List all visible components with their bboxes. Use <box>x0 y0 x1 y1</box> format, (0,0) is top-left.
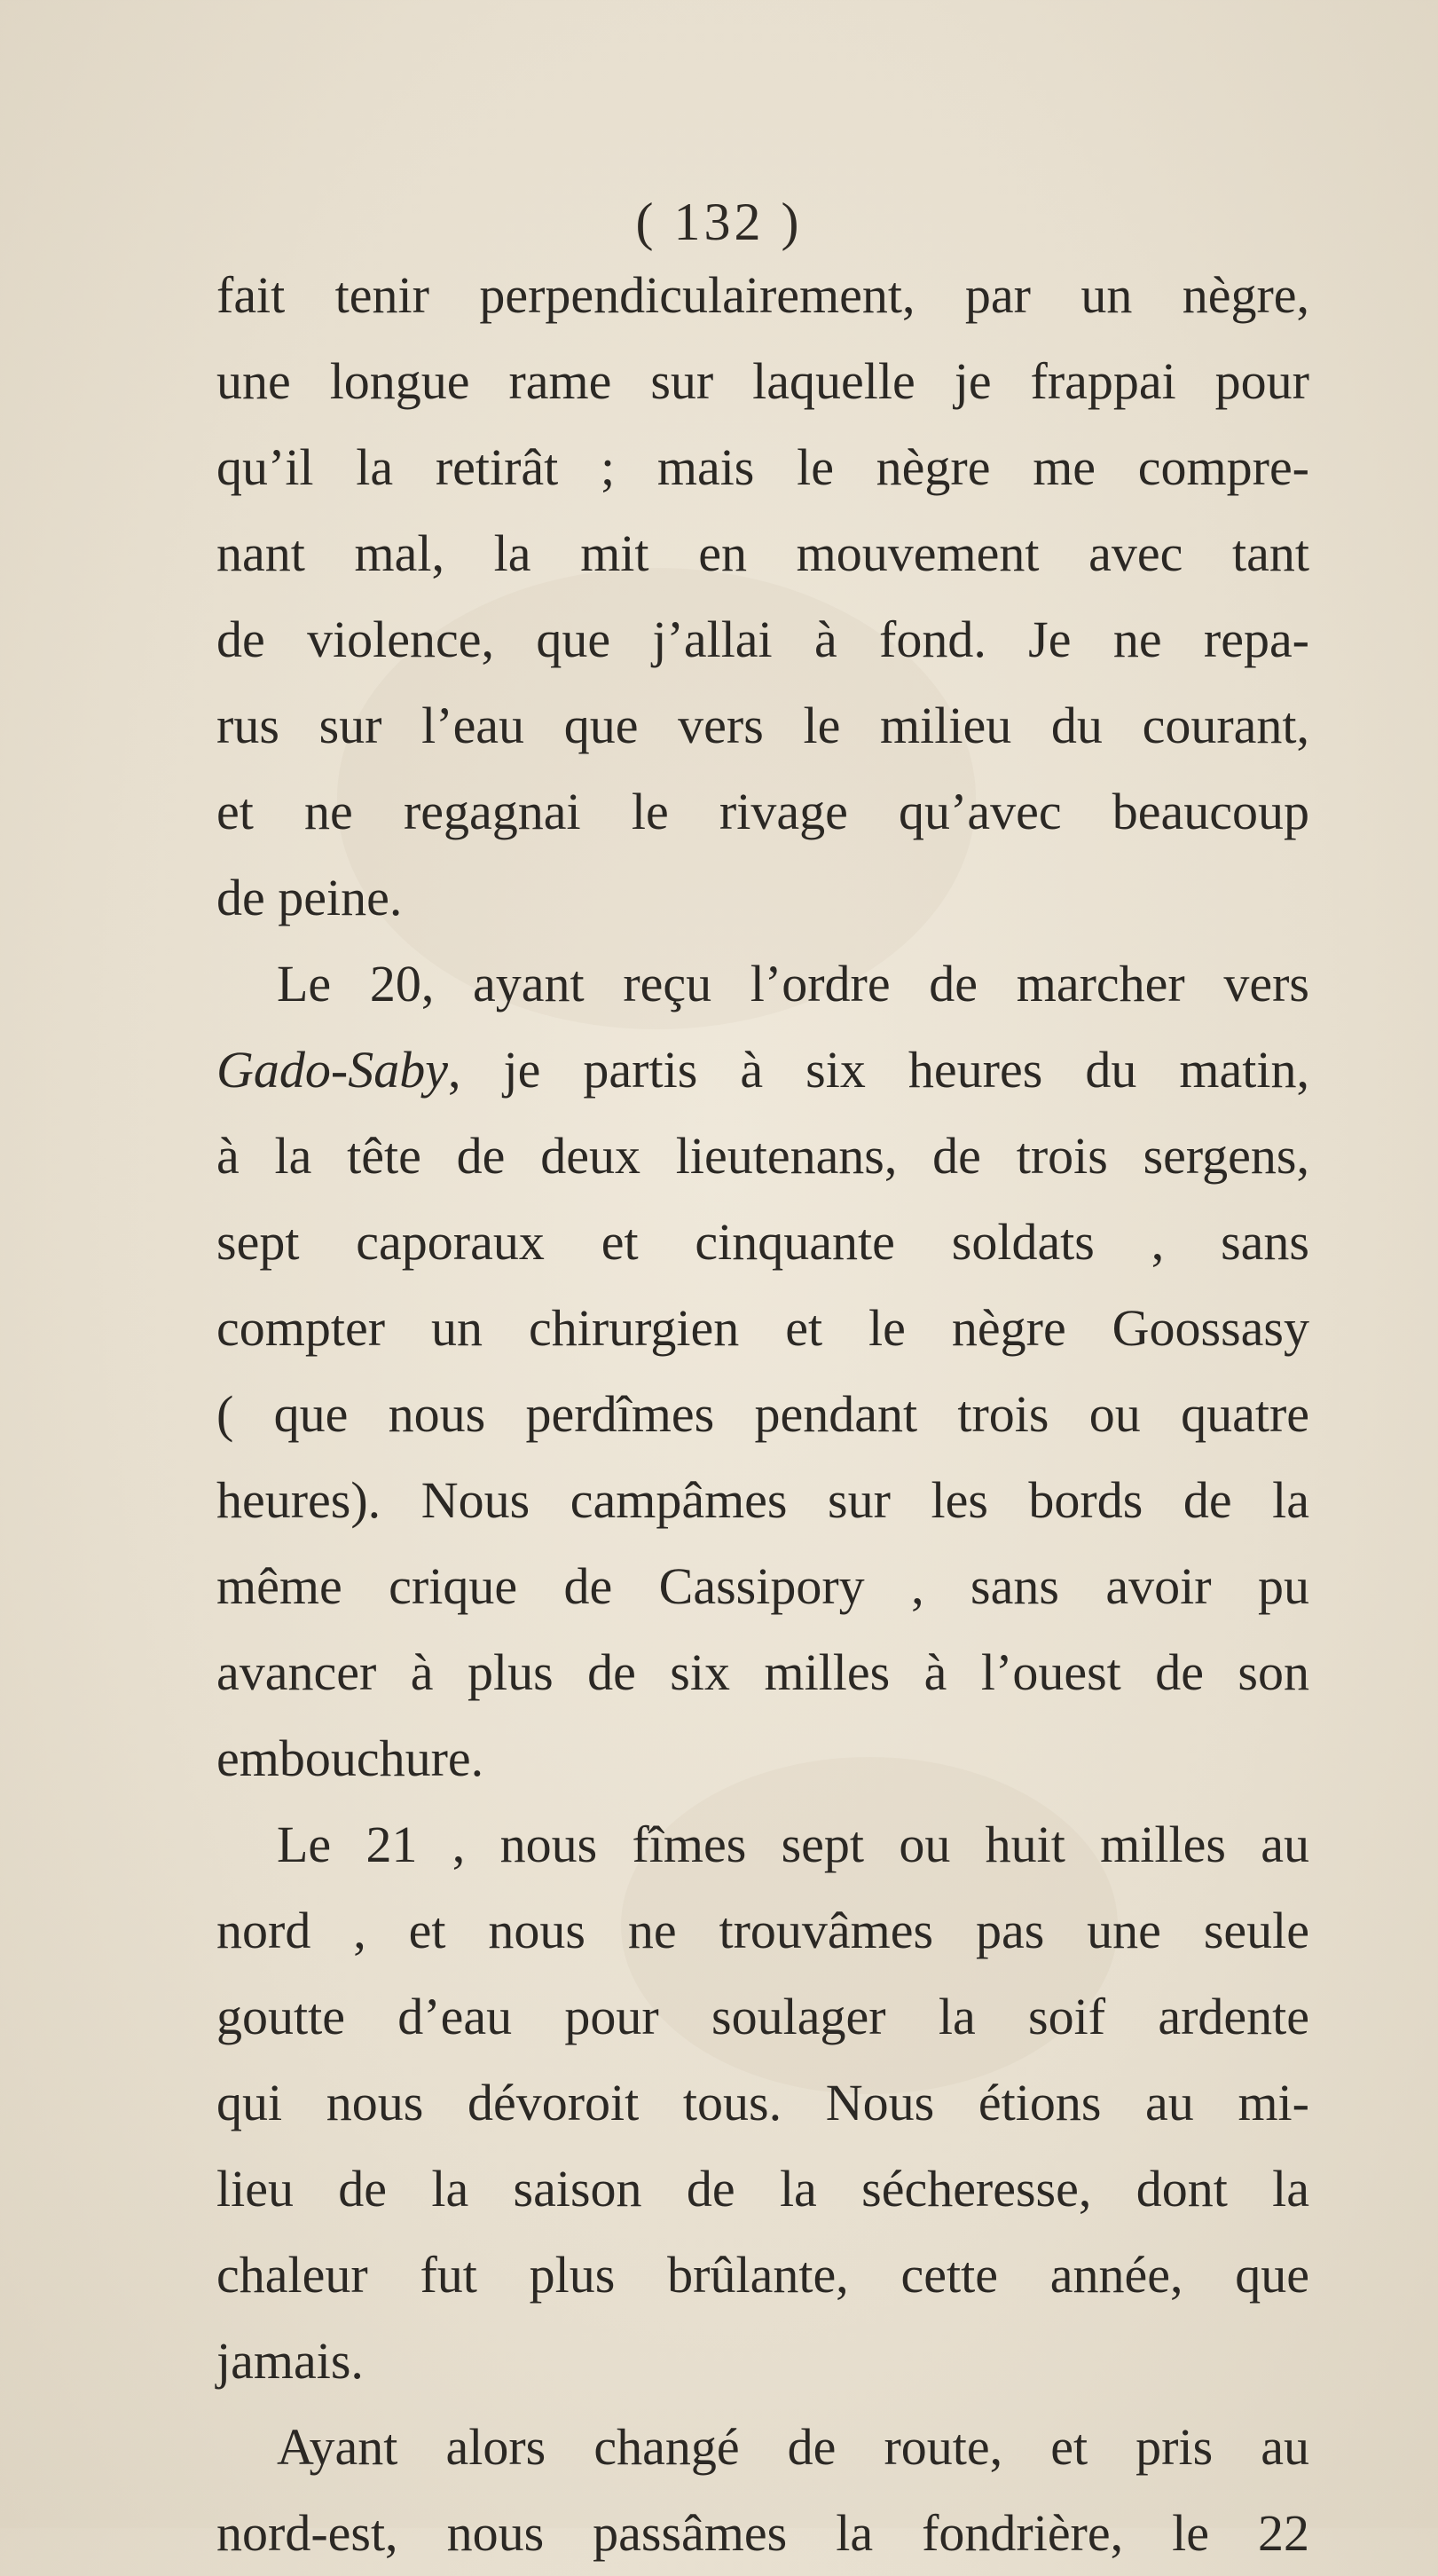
text-line: nord , et nous ne trouvâmes pas une seule <box>216 1902 1309 1959</box>
paragraph-first-line: Ayant alors changé de route, et pris au <box>277 2418 1309 2476</box>
text-line: fait tenir perpendiculairement, par un nègre, <box>216 266 1309 324</box>
text-line: même crique de Cassipory , sans avoir pu <box>216 1557 1309 1615</box>
text-line: nant mal, la mit en mouvement avec tant <box>216 524 1309 582</box>
paragraph-first-line: Le 20, ayant reçu l’ordre de marcher vers <box>277 955 1309 1012</box>
text-line: qu’il la retirât ; mais le nègre me compre- <box>216 438 1309 496</box>
text-line: qui nous dévoroit tous. Nous étions au mi- <box>216 2074 1309 2131</box>
text-line: heures). Nous campâmes sur les bords de la <box>216 1471 1309 1529</box>
text-line-rest: , je partis à six heures du matin, <box>447 1041 1309 1099</box>
text-line: une longue rame sur laquelle je frappai pour <box>216 352 1309 410</box>
text-line: à la tête de deux lieutenans, de trois sergens, <box>216 1127 1309 1185</box>
page-number: ( 132 ) <box>635 193 803 251</box>
text-line: de violence, que j’allai à fond. Je ne repa- <box>216 611 1309 668</box>
text-line: nord-est, nous passâmes la fondrière, le 22 <box>216 2504 1309 2562</box>
body-text <box>216 252 1309 2576</box>
text-line: avancer à plus de six milles à l’ouest de son <box>216 1643 1309 1701</box>
paragraph-last-line: embouchure. <box>216 1729 484 1787</box>
text-line: compter un chirurgien et le nègre Goossasy <box>216 1299 1309 1357</box>
paragraph-first-line: Le 21 , nous fîmes sept ou huit milles au <box>277 1816 1309 1873</box>
text-line: rus sur l’eau que vers le milieu du courant, <box>216 697 1309 754</box>
text-line: ( que nous perdîmes pendant trois ou quatre <box>216 1385 1309 1443</box>
paragraph-last-line: jamais. <box>216 2332 364 2390</box>
paragraph-last-line: de peine. <box>216 869 403 926</box>
text-line: et ne regagnai le rivage qu’avec beaucoup <box>216 783 1309 840</box>
text-line: sept caporaux et cinquante soldats , sans <box>216 1213 1309 1271</box>
text-line: chaleur fut plus brûlante, cette année, que <box>216 2246 1309 2304</box>
text-line: goutte d’eau pour soulager la soif ardente <box>216 1988 1309 2045</box>
place-name-italic: Gado-Saby <box>216 1041 448 1099</box>
text-line-with-place-name <box>216 1027 1309 1113</box>
text-line: lieu de la saison de la sécheresse, dont la <box>216 2160 1309 2218</box>
